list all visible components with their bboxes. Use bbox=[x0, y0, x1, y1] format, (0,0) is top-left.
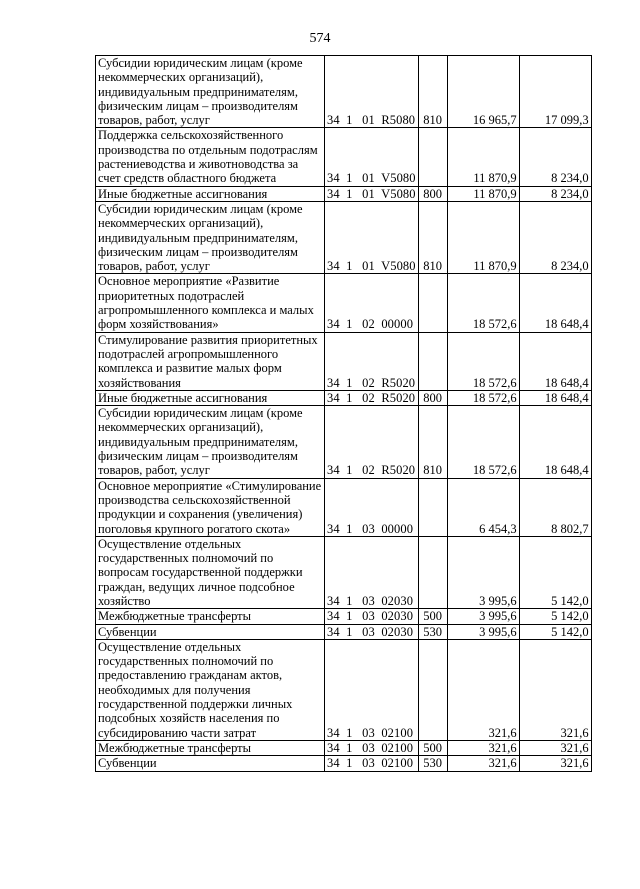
row-value-2021-cell: 11 870,9 bbox=[447, 201, 519, 273]
row-value-2021-cell: 3 995,6 bbox=[447, 609, 519, 624]
row-value-2021-cell: 18 572,6 bbox=[447, 274, 519, 332]
row-code-cell: 34 1 01 V5080 bbox=[325, 201, 419, 273]
table-row bbox=[96, 201, 592, 273]
row-name-cell: Субсидии юридическим лицам (кроме некоммерческих организаций), индивидуальным предпринимателям, физическим лицам – производителям товаров, работ, услуг bbox=[96, 406, 325, 478]
row-value-2021-cell: 3 995,6 bbox=[447, 536, 519, 608]
row-kvr-cell: 810 bbox=[418, 406, 447, 478]
table-row bbox=[96, 536, 592, 608]
row-value-2022-cell: 5 142,0 bbox=[519, 624, 591, 639]
row-name-cell: Основное мероприятие «Развитие приоритетных подотраслей агропромышленного комплекса и малых форм хозяйствования» bbox=[96, 274, 325, 332]
row-code-cell: 34 1 02 R5020 bbox=[325, 390, 419, 405]
row-name-cell: Осуществление отдельных государственных полномочий по вопросам государственной поддержки граждан, ведущих личное подсобное хозяйство bbox=[96, 536, 325, 608]
row-name-cell: Осуществление отдельных государственных полномочий по предоставлению гражданам актов, необходимых для получения государственной поддержки личных подсобных хозяйств населения по субсидированию части затрат bbox=[96, 639, 325, 740]
table-row bbox=[96, 478, 592, 536]
table-row bbox=[96, 332, 592, 390]
row-name-cell: Субвенции bbox=[96, 624, 325, 639]
row-value-2022-cell: 17 099,3 bbox=[519, 56, 591, 128]
row-value-2021-cell: 11 870,9 bbox=[447, 186, 519, 201]
row-name-cell: Межбюджетные трансферты bbox=[96, 740, 325, 755]
row-kvr-cell: 530 bbox=[418, 756, 447, 771]
row-value-2021-cell: 16 965,7 bbox=[447, 56, 519, 128]
row-value-2022-cell: 18 648,4 bbox=[519, 332, 591, 390]
row-name-cell: Субсидии юридическим лицам (кроме некоммерческих организаций), индивидуальным предпринимателям, физическим лицам – производителям товаров, работ, услуг bbox=[96, 56, 325, 128]
table-row bbox=[96, 624, 592, 639]
budget-table-body bbox=[96, 56, 592, 772]
row-code-cell: 34 1 03 02100 bbox=[325, 639, 419, 740]
row-code-cell: 34 1 03 02100 bbox=[325, 740, 419, 755]
row-kvr-cell bbox=[418, 128, 447, 186]
row-value-2022-cell: 18 648,4 bbox=[519, 406, 591, 478]
row-name-cell: Стимулирование развития приоритетных подотраслей агропромышленного комплекса и развитие малых форм хозяйствования bbox=[96, 332, 325, 390]
table-row bbox=[96, 390, 592, 405]
budget-table bbox=[95, 55, 592, 772]
row-value-2022-cell: 5 142,0 bbox=[519, 536, 591, 608]
row-value-2021-cell: 18 572,6 bbox=[447, 332, 519, 390]
row-value-2022-cell: 5 142,0 bbox=[519, 609, 591, 624]
row-value-2022-cell: 8 802,7 bbox=[519, 478, 591, 536]
row-kvr-cell: 800 bbox=[418, 186, 447, 201]
row-code-cell: 34 1 03 02100 bbox=[325, 756, 419, 771]
row-value-2021-cell: 6 454,3 bbox=[447, 478, 519, 536]
row-value-2022-cell: 321,6 bbox=[519, 756, 591, 771]
row-value-2021-cell: 3 995,6 bbox=[447, 624, 519, 639]
row-kvr-cell bbox=[418, 639, 447, 740]
row-kvr-cell: 500 bbox=[418, 609, 447, 624]
row-name-cell: Иные бюджетные ассигнования bbox=[96, 186, 325, 201]
table-row bbox=[96, 274, 592, 332]
row-value-2021-cell: 321,6 bbox=[447, 756, 519, 771]
row-code-cell: 34 1 03 02030 bbox=[325, 624, 419, 639]
row-value-2021-cell: 321,6 bbox=[447, 740, 519, 755]
table-row bbox=[96, 186, 592, 201]
row-kvr-cell bbox=[418, 274, 447, 332]
table-row bbox=[96, 406, 592, 478]
row-kvr-cell bbox=[418, 332, 447, 390]
row-name-cell: Субсидии юридическим лицам (кроме некоммерческих организаций), индивидуальным предпринимателям, физическим лицам – производителям товаров, работ, услуг bbox=[96, 201, 325, 273]
row-value-2022-cell: 8 234,0 bbox=[519, 201, 591, 273]
page-number: 574 bbox=[309, 31, 331, 46]
row-code-cell: 34 1 01 R5080 bbox=[325, 56, 419, 128]
row-value-2022-cell: 321,6 bbox=[519, 639, 591, 740]
row-value-2021-cell: 321,6 bbox=[447, 639, 519, 740]
row-code-cell: 34 1 02 R5020 bbox=[325, 332, 419, 390]
row-code-cell: 34 1 03 00000 bbox=[325, 478, 419, 536]
row-value-2022-cell: 8 234,0 bbox=[519, 186, 591, 201]
table-row bbox=[96, 609, 592, 624]
row-name-cell: Поддержка сельскохозяйственного производства по отдельным подотраслям растениеводства и животноводства за счет средств областного бюджета bbox=[96, 128, 325, 186]
row-kvr-cell: 810 bbox=[418, 201, 447, 273]
row-kvr-cell bbox=[418, 478, 447, 536]
row-value-2022-cell: 8 234,0 bbox=[519, 128, 591, 186]
row-code-cell: 34 1 03 02030 bbox=[325, 609, 419, 624]
table-row bbox=[96, 740, 592, 755]
row-code-cell: 34 1 01 V5080 bbox=[325, 128, 419, 186]
row-kvr-cell bbox=[418, 536, 447, 608]
table-row bbox=[96, 56, 592, 128]
row-code-cell: 34 1 02 00000 bbox=[325, 274, 419, 332]
row-value-2021-cell: 18 572,6 bbox=[447, 390, 519, 405]
row-value-2021-cell: 18 572,6 bbox=[447, 406, 519, 478]
row-kvr-cell: 800 bbox=[418, 390, 447, 405]
row-value-2021-cell: 11 870,9 bbox=[447, 128, 519, 186]
table-row bbox=[96, 128, 592, 186]
row-name-cell: Субвенции bbox=[96, 756, 325, 771]
row-value-2022-cell: 18 648,4 bbox=[519, 274, 591, 332]
table-row bbox=[96, 756, 592, 771]
row-code-cell: 34 1 02 R5020 bbox=[325, 406, 419, 478]
row-value-2022-cell: 18 648,4 bbox=[519, 390, 591, 405]
row-kvr-cell: 530 bbox=[418, 624, 447, 639]
row-kvr-cell: 500 bbox=[418, 740, 447, 755]
row-name-cell: Межбюджетные трансферты bbox=[96, 609, 325, 624]
row-name-cell: Основное мероприятие «Стимулирование производства сельскохозяйственной продукции и сохранения (увеличения) поголовья крупного рогатого скота» bbox=[96, 478, 325, 536]
row-value-2022-cell: 321,6 bbox=[519, 740, 591, 755]
row-code-cell: 34 1 03 02030 bbox=[325, 536, 419, 608]
row-kvr-cell: 810 bbox=[418, 56, 447, 128]
table-row bbox=[96, 639, 592, 740]
row-name-cell: Иные бюджетные ассигнования bbox=[96, 390, 325, 405]
row-code-cell: 34 1 01 V5080 bbox=[325, 186, 419, 201]
